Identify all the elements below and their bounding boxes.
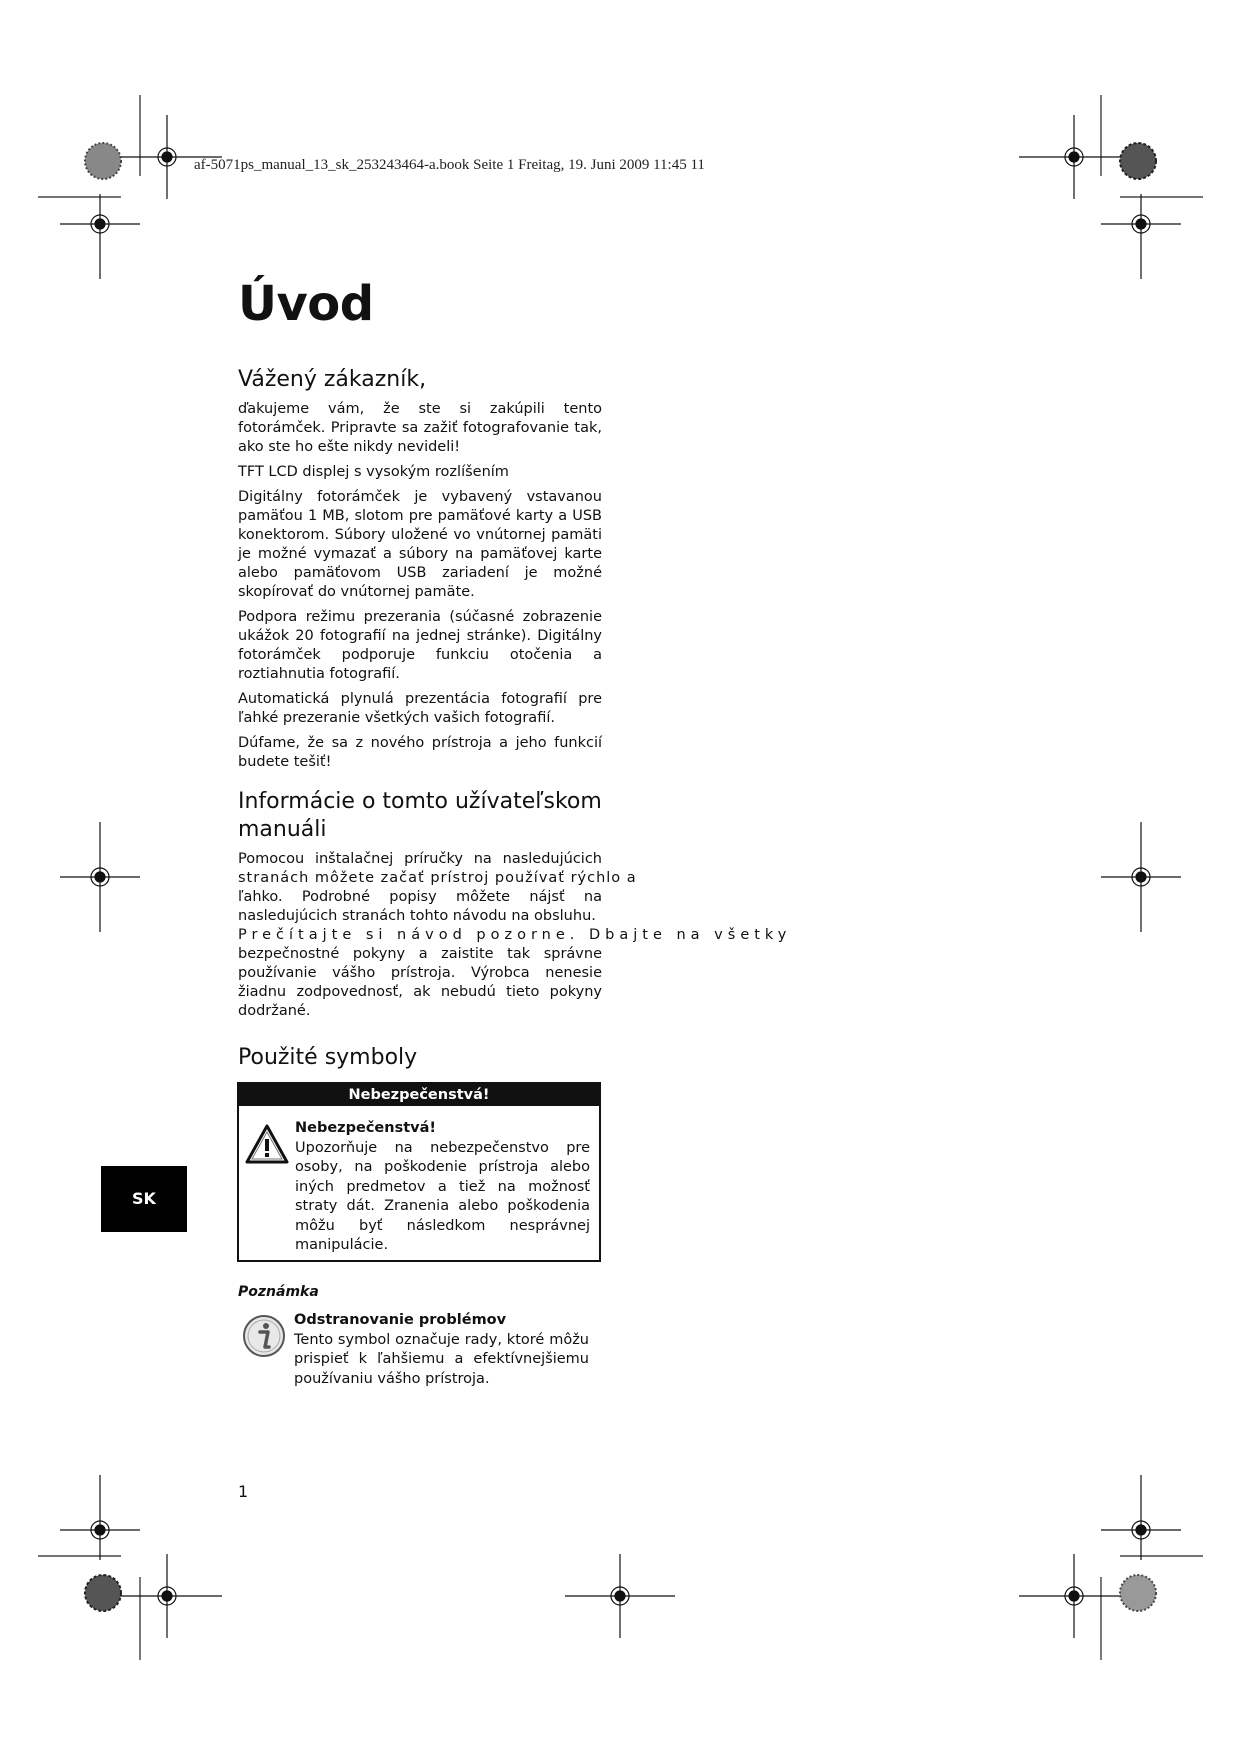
paragraph: Digitálny fotorámček je vybavený vstavanou pamäťou 1 MB, slotom pre pamäťové karty a USB konektorom. Súbory uložené vo vnútornej pamäti je možné vymazať a súbory na pamäťovej karte alebo pamäťovom USB zariadení je možné skopírovať do vnútornej pamäte. [238, 489, 602, 600]
page-title: Úvod [238, 276, 374, 332]
note-description: Tento symbol označuje rady, ktoré môžu prispieť k ľahšiemu a efektívnejšiemu používaniu vášho prístroja. [294, 1331, 589, 1387]
note-label: Poznámka [238, 1284, 319, 1300]
warning-title: Nebezpečenstvá! [295, 1120, 436, 1136]
paragraph: ďakujeme vám, že ste si zakúpili tento fotorámček. Pripravte sa zažiť fotografovanie tak, ako ste ho ešte nikdy nevideli! [238, 401, 602, 455]
paragraph: TFT LCD displej s vysokým rozlíšením [238, 464, 509, 480]
greeting-body [238, 400, 602, 778]
warning-box-header: Nebezpečenstvá! [239, 1084, 599, 1106]
warning-description: Upozorňuje na nebezpečenstvo pre osoby, na poškodenie prístroja alebo iných predmetov a tiež na možnosť straty dát. Zranenia alebo poškodenia môžu byť následkom nesprávnej manipulácie. [295, 1139, 590, 1253]
print-header: af-5071ps_manual_13_sk_253243464-a.book Seite 1 Freitag, 19. Juni 2009 11:45 11 [194, 157, 705, 173]
section-heading-manual-info: Informácie o tomto užívateľskom manuáli [238, 789, 602, 842]
section-heading-symbols: Použité symboly [238, 1045, 418, 1070]
warning-box [237, 1082, 601, 1262]
warning-triangle-icon [245, 1124, 289, 1164]
info-icon [242, 1314, 286, 1358]
section-heading-greeting: Vážený zákazník, [238, 367, 427, 392]
language-tab: SK [101, 1166, 187, 1232]
paragraph: Podpora režimu prezerania (súčasné zobrazenie ukážok 20 fotografií na jednej stránke). Digitálny fotorámček podporuje funkciu otočenia a roztiahnutia fotografií. [238, 609, 602, 682]
manual-info-body [238, 850, 792, 1021]
paragraph-line: stranách môžete začať prístroj používať rýchlo a [238, 870, 637, 886]
paragraph-line: Pomocou inštalačnej príručky na nasledujúcich [238, 851, 602, 867]
paragraph: bezpečnostné pokyny a zaistite tak správne používanie vášho prístroja. Výrobca nenesie žiadnu zodpovednosť, ak nebudú tieto pokyny dodržané. [238, 946, 602, 1019]
warning-text [295, 1119, 590, 1256]
note-text [294, 1311, 589, 1389]
paragraph: Dúfame, že sa z nového prístroja a jeho funkcií budete tešiť! [238, 735, 602, 770]
page-number: 1 [238, 1482, 249, 1501]
note-title: Odstranovanie problémov [294, 1312, 507, 1328]
paragraph: Automatická plynulá prezentácia fotografií pre ľahké prezeranie všetkých vašich fotografií. [238, 691, 602, 726]
paragraph: ľahko. Podrobné popisy môžete nájsť na nasledujúcich stranách tohto návodu na obsluhu. [238, 889, 602, 924]
paragraph-line: Prečítajte si návod pozorne. Dbajte na všetky [238, 927, 792, 943]
